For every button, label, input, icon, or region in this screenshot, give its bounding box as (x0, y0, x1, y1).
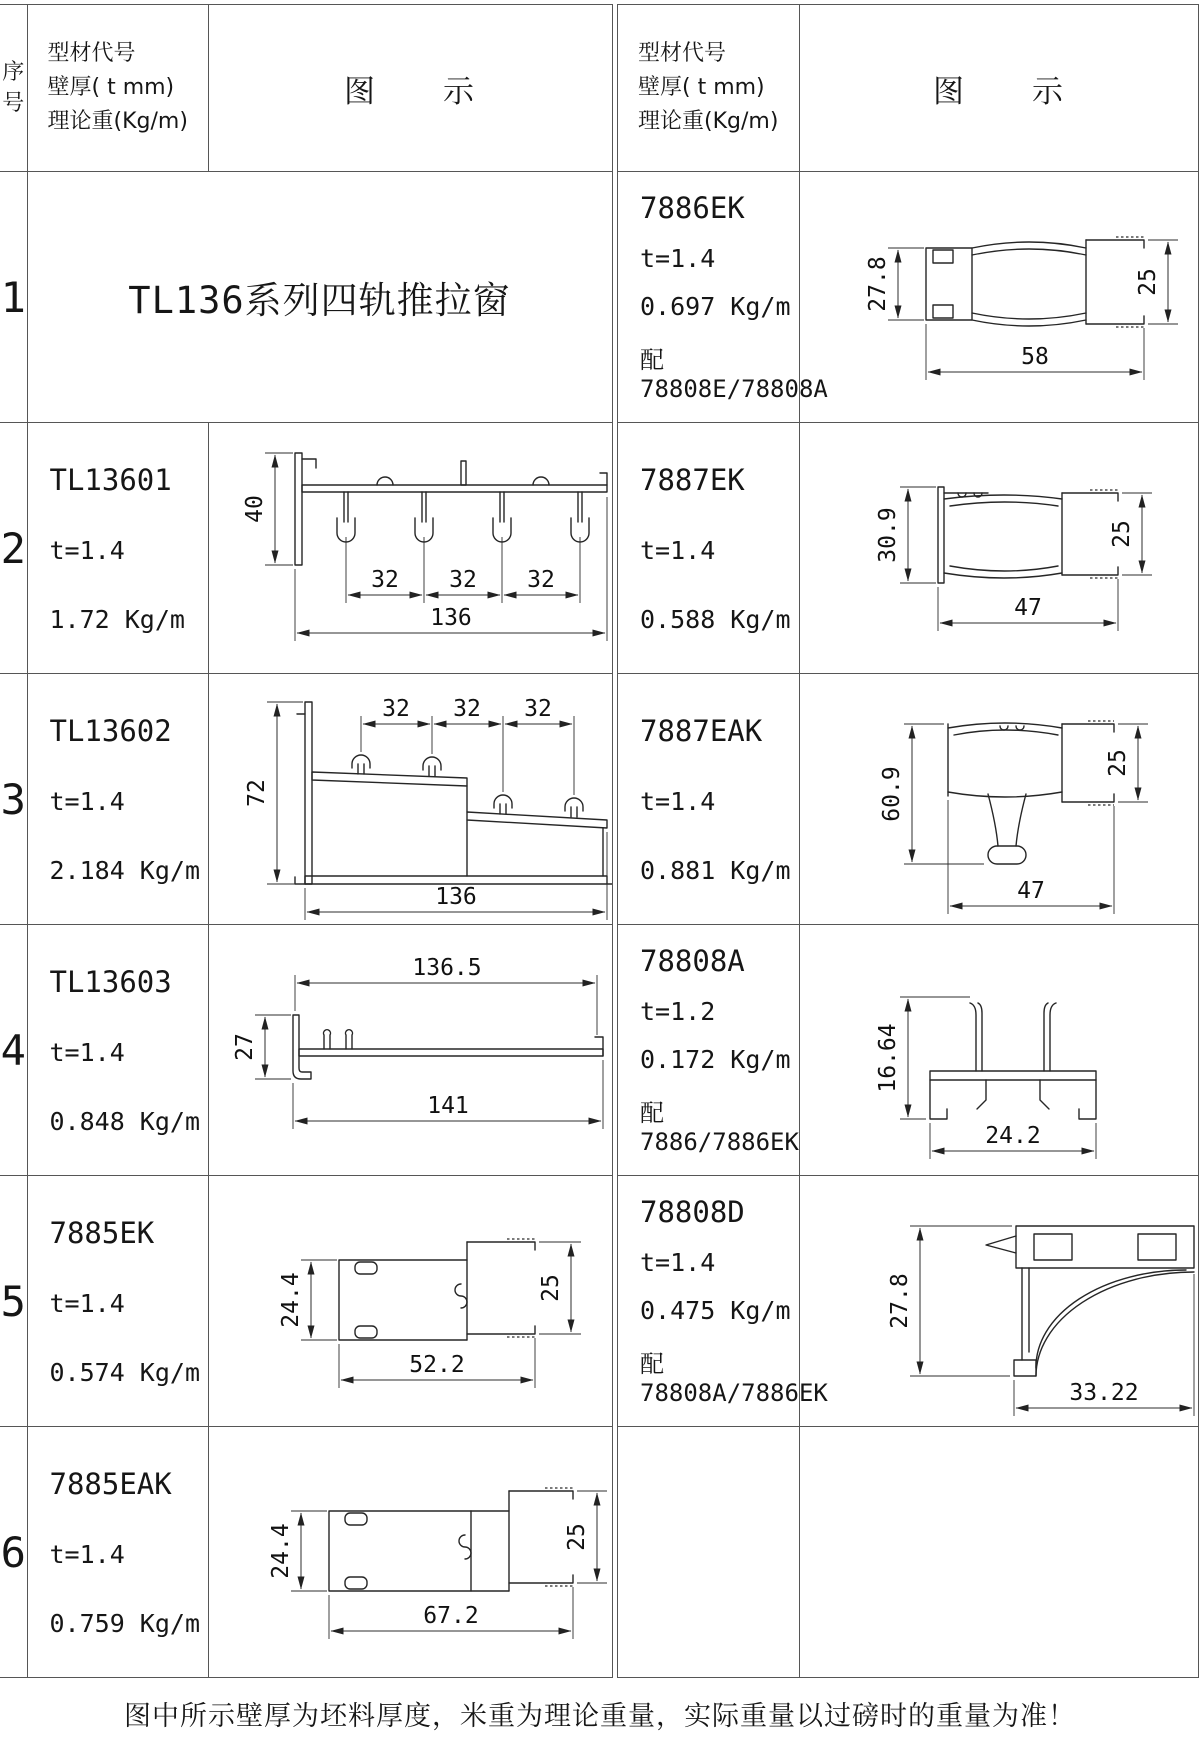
pairing-note: 配78808E/78808A (640, 346, 828, 403)
dim-right: 25 (1135, 268, 1161, 296)
diagram-cell (208, 423, 612, 674)
dimensions (875, 487, 1152, 631)
wall-thickness: t=1.4 (49, 1289, 125, 1318)
diagram-cell (800, 172, 1199, 423)
dimensions (865, 240, 1178, 380)
diagram-cell (208, 674, 612, 925)
dimensions (875, 997, 1096, 1159)
pairing-note: 配7886/7886EK (640, 1099, 799, 1156)
theoretical-weight: 0.881 Kg/m (640, 855, 791, 885)
profile-code: 7885EAK (49, 1466, 172, 1501)
dimensions (242, 453, 607, 641)
footer-note: 图中所示壁厚为坯料厚度，米重为理论重量，实际重量以过磅时的重量为准！ (124, 1701, 1076, 1732)
header-seq-bottom: 号 (2, 90, 25, 116)
header-spec-line3: 理论重(Kg/m) (47, 109, 188, 135)
profile-outline (295, 702, 612, 884)
dim-width: 47 (1017, 878, 1045, 904)
profile-code: 7887EK (640, 462, 745, 497)
dimensions (879, 724, 1148, 914)
profile-code: TL13602 (49, 713, 172, 748)
seq-number: 1 (0, 172, 27, 423)
dim-seg2: 32 (452, 696, 481, 722)
dim-width: 24.2 (985, 1123, 1041, 1149)
dim-height: 27.8 (865, 256, 891, 312)
dim-seg1: 32 (381, 696, 410, 722)
series-title: TL136系列四轨推拉窗 (27, 172, 612, 423)
dimensions (268, 1491, 607, 1639)
profile-outline (930, 1003, 1096, 1119)
dim-seg3: 32 (523, 696, 552, 722)
theoretical-weight: 1.72 Kg/m (49, 604, 185, 634)
dim-top: 136.5 (411, 955, 482, 981)
dim-width: 67.2 (422, 1603, 479, 1629)
seq-number: 3 (0, 674, 27, 925)
wall-thickness: t=1.4 (49, 1540, 125, 1569)
wall-thickness: t=1.4 (640, 1248, 716, 1277)
profile-table-left (0, 4, 613, 1678)
profile-drawing-TL13603 (209, 925, 612, 1173)
dim-width: 58 (1021, 344, 1049, 370)
wall-thickness: t=1.4 (640, 536, 716, 565)
dimensions (232, 955, 603, 1129)
header-spec-line2: 壁厚( t mm) (638, 74, 765, 100)
profile-code: 7886EK (640, 191, 745, 225)
wall-thickness: t=1.4 (49, 787, 125, 816)
theoretical-weight: 0.172 Kg/m (640, 1045, 791, 1074)
dim-seg2: 32 (448, 567, 477, 593)
theoretical-weight: 0.848 Kg/m (49, 1106, 201, 1136)
dim-width: 136 (434, 884, 477, 910)
profile-code: 7885EK (49, 1215, 155, 1250)
profile-table-right (617, 4, 1199, 1678)
dim-seg1: 32 (370, 567, 399, 593)
header-seq (0, 5, 27, 172)
profile-code: 7887EAK (640, 713, 763, 748)
spec-cell (618, 925, 800, 1176)
seq-number: 4 (0, 925, 27, 1176)
spec-cell (27, 674, 208, 925)
dimensions (887, 1226, 1194, 1416)
profile-outline (986, 1226, 1194, 1376)
profile-drawing-7886EK (800, 172, 1197, 420)
profile-drawing-78808D (800, 1176, 1197, 1424)
dim-right: 25 (1109, 520, 1135, 548)
wall-thickness: t=1.4 (640, 244, 716, 273)
spec-cell (618, 674, 800, 925)
dim-width: 52.2 (408, 1352, 465, 1378)
seq-number: 6 (0, 1427, 27, 1678)
dim-height: 60.9 (879, 766, 905, 822)
dim-width: 136 (429, 605, 472, 631)
profile-outline (329, 1491, 573, 1591)
diagram-cell (800, 674, 1199, 925)
header-spec-line1: 型材代号 (47, 40, 136, 66)
header-spec-line2: 壁厚( t mm) (47, 74, 175, 100)
profile-code: TL13601 (49, 462, 172, 497)
profile-drawing-7885EAK (209, 1427, 612, 1675)
profile-outline (926, 240, 1144, 326)
spec-cell (618, 1176, 828, 1427)
wall-thickness: t=1.4 (640, 787, 716, 816)
theoretical-weight: 0.588 Kg/m (640, 604, 791, 634)
dim-height: 24.4 (277, 1272, 304, 1328)
spec-cell (27, 423, 208, 674)
theoretical-weight: 0.574 Kg/m (49, 1357, 201, 1387)
profile-outline (938, 487, 1118, 583)
profile-code: 78808A (640, 944, 745, 978)
profile-drawing-TL13602 (209, 674, 612, 922)
pairing-note: 配78808A/7886EK (640, 1350, 828, 1407)
diagram-cell (208, 1427, 612, 1678)
diagram-cell (208, 1176, 612, 1427)
profile-drawing-78808A (800, 925, 1197, 1173)
theoretical-weight: 0.759 Kg/m (49, 1608, 201, 1638)
dim-height: 40 (241, 495, 268, 523)
spec-cell (27, 1427, 208, 1678)
header-spec-line3: 理论重(Kg/m) (638, 109, 779, 135)
header-diagram: 图 示 (208, 5, 612, 172)
dim-seg3: 32 (526, 567, 555, 593)
profile-outline (295, 453, 607, 565)
header-diagram: 图 示 (800, 5, 1199, 172)
wall-thickness: t=1.4 (49, 536, 125, 565)
spec-cell (618, 423, 800, 674)
profile-drawing-7885EK (209, 1176, 612, 1424)
seq-number: 2 (0, 423, 27, 674)
profile-drawing-7887EAK (800, 674, 1197, 922)
dimensions (278, 1242, 581, 1388)
wall-thickness: t=1.4 (49, 1038, 125, 1067)
empty-spec-cell (618, 1427, 800, 1678)
wall-thickness: t=1.2 (640, 997, 716, 1026)
header-spec (27, 5, 208, 172)
seq-number: 5 (0, 1176, 27, 1427)
dim-height: 16.64 (875, 1023, 901, 1093)
dim-height: 27 (231, 1033, 258, 1061)
diagram-cell (208, 925, 612, 1176)
profile-code: 78808D (640, 1195, 745, 1229)
spec-cell (618, 172, 828, 423)
dimensions (244, 696, 607, 920)
profile-code: TL13603 (49, 964, 172, 999)
header-spec (618, 5, 800, 172)
dim-right: 25 (563, 1523, 590, 1551)
dim-width: 47 (1014, 595, 1042, 621)
dim-height: 24.4 (267, 1523, 294, 1579)
empty-diagram-cell (800, 1427, 1199, 1678)
dim-right: 25 (537, 1274, 564, 1302)
dim-right: 25 (1105, 749, 1131, 777)
diagram-cell (800, 925, 1199, 1176)
dim-height: 30.9 (875, 507, 901, 563)
profile-outline (339, 1242, 535, 1340)
theoretical-weight: 2.184 Kg/m (49, 855, 201, 885)
profile-drawing-TL13601 (209, 423, 612, 671)
dim-height: 72 (243, 779, 270, 807)
diagram-cell (800, 423, 1199, 674)
theoretical-weight: 0.475 Kg/m (640, 1296, 791, 1325)
dim-height: 27.8 (887, 1273, 913, 1329)
dim-width: 141 (426, 1093, 469, 1119)
header-seq-top: 序 (2, 59, 25, 85)
profile-outline (948, 723, 1114, 864)
spec-cell (27, 925, 208, 1176)
diagram-cell (800, 1176, 1199, 1427)
theoretical-weight: 0.697 Kg/m (640, 292, 791, 321)
profile-outline (293, 1015, 603, 1079)
header-spec-line1: 型材代号 (638, 40, 727, 66)
profile-drawing-7887EK (800, 423, 1197, 671)
dim-width: 33.22 (1069, 1380, 1139, 1406)
spec-cell (27, 1176, 208, 1427)
